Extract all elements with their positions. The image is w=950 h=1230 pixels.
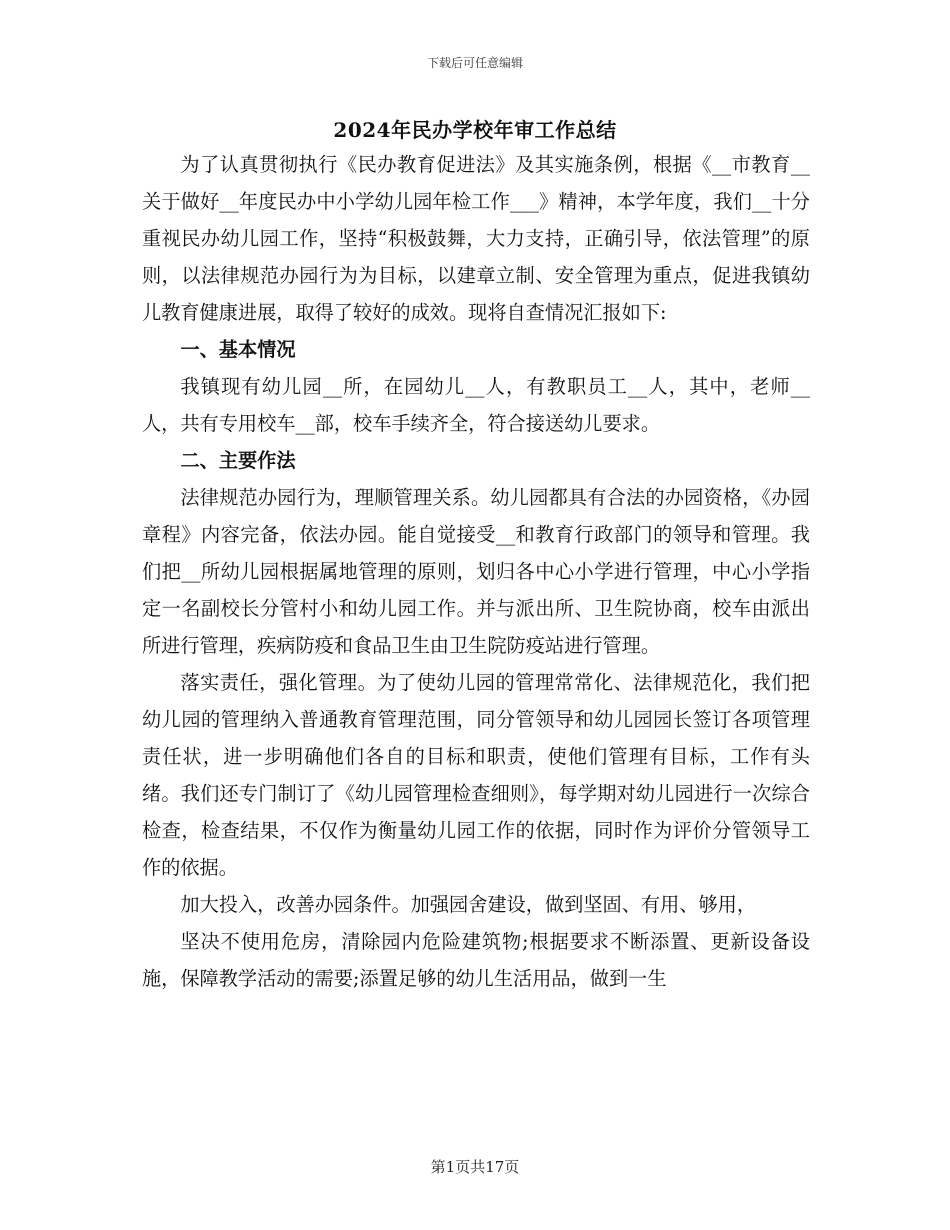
- section-heading-main-practices: 二、主要作法: [180, 449, 296, 472]
- document-title: 2024年民办学校年审工作总结: [333, 118, 617, 142]
- paragraph-regulate-management: 法律规范办园行为，理顺管理关系。幼儿园都具有合法的办园资格，《办园章程》内容完备，依法办园。能自觉接受__和教育行政部门的领导和管理。我们把__所幼儿园根据属地管理的原则，划归各中心小学进行管理，中心小学指定一名副校长分管村小和幼儿园工作。并与派出所、卫生院协商，校车由派出所进行管理，疾病防疫和食品卫生由卫生院防疫站进行管理。: [142, 486, 810, 657]
- paragraph-facilities: 坚决不使用危房，清除园内危险建筑物;根据要求不断添置、更新设备设施，保障教学活动的需要;添置足够的幼儿生活用品，做到一生: [142, 930, 810, 990]
- paragraph-intro: 为了认真贯彻执行《民办教育促进法》及其实施条例，根据《__市教育__关于做好__年度民办中小学幼儿园年检工作___》精神，本学年度，我们__十分重视民办幼儿园工作，坚持“积极鼓舞，大力支持，正确引导，依法管理”的原则，以法律规范办园行为为目标，以建章立制、安全管理为重点，促进我镇幼儿教育健康进展，取得了较好的成效。现将自查情况汇报如下:: [142, 153, 810, 324]
- page-number-footer: 第1页共17页: [430, 1158, 520, 1176]
- section-heading-basic-info: 一、基本情况: [180, 338, 296, 361]
- paragraph-basic-info: 我镇现有幼儿园__所，在园幼儿__人，有教职员工__人，其中，老师__人，共有专用校车__部，校车手续齐全，符合接送幼儿要求。: [142, 375, 810, 435]
- paragraph-responsibility: 落实责任，强化管理。为了使幼儿园的管理常常化、法律规范化，我们把幼儿园的管理纳入普通教育管理范围，同分管领导和幼儿园园长签订各项管理责任状，进一步明确他们各自的目标和职责，使他们管理有目标，工作有头绪。我们还专门制订了《幼儿园管理检查细则》，每学期对幼儿园进行一次综合检查，检查结果，不仅作为衡量幼儿园工作的依据，同时作为评价分管领导工作的依据。: [142, 671, 810, 879]
- document-body: [142, 146, 810, 997]
- paragraph-investment: 加大投入，改善办园条件。加强园舍建设，做到坚固、有用、够用，: [180, 893, 757, 916]
- header-note: 下载后可任意编辑: [426, 56, 523, 70]
